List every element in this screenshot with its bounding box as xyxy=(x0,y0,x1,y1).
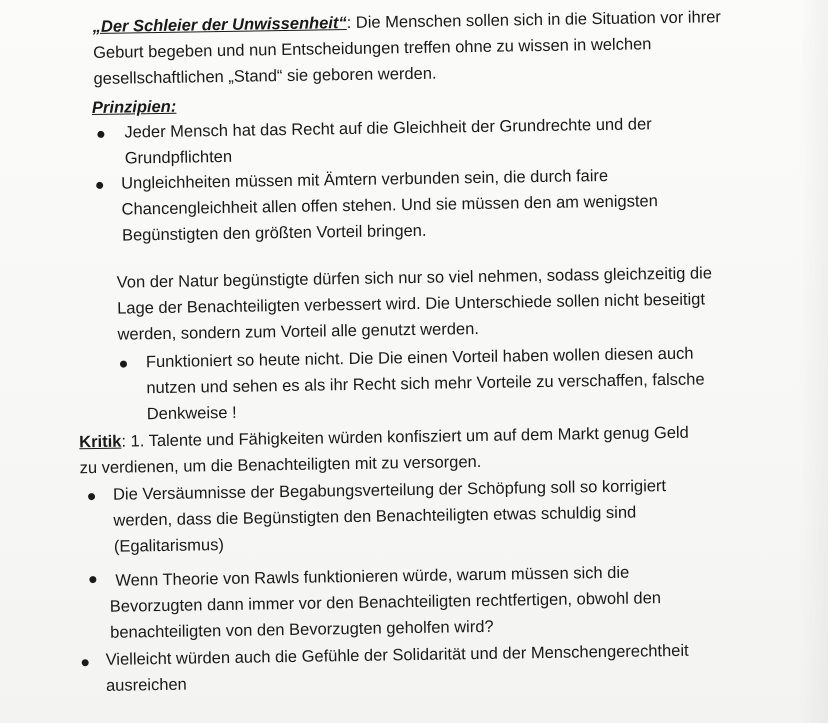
principle-item-2 xyxy=(121,163,658,249)
intro-line-3: gesellschaftlichen „Stand“ sie geboren werden. xyxy=(93,64,437,88)
nature-line-2: Lage der Benachteiligten verbessert wird. Die Unterschiede sollen nicht beseitigt xyxy=(116,290,706,318)
principle-1-line-1: Jeder Mensch hat das Recht auf die Gleichheit der Grundrechte und der xyxy=(124,115,652,142)
critique-item-2 xyxy=(109,560,661,647)
critique-1-line-1: Die Versäumnisse der Begabungsverteilung der Schöpfung soll so korrigiert xyxy=(112,477,667,504)
bullet-icon xyxy=(96,182,103,189)
bullet-icon xyxy=(89,576,96,583)
nature-bullet-item xyxy=(146,341,705,428)
critique-line-2: zu verdienen, um die Benachteiligten mit zu versorgen. xyxy=(79,452,482,478)
bullet-icon xyxy=(120,361,127,368)
principle-2-line-2: Chancengleichheit allen offen stehen. Und sie müssen den am wenigsten xyxy=(121,192,658,219)
critique-item-3 xyxy=(105,639,689,700)
critique-1-line-3: (Egalitarismus) xyxy=(113,536,225,556)
nature-line-1: Von der Natur begünstigte dürfen sich nur so viel nehmen, sodass gleichzeitig die xyxy=(116,264,713,292)
nature-bullet-line-3: Denkweise ! xyxy=(146,403,237,424)
intro-line-2: Geburt begeben und nun Entscheidungen treffen ohne zu wissen in welchen xyxy=(92,35,652,63)
critique-2-line-1: Wenn Theorie von Rawls funktionieren würde, warum müssen sich die xyxy=(115,563,630,590)
intro-text-1: : Die Menschen sollen sich in die Situation vor ihrer xyxy=(346,8,721,33)
critique-item-1 xyxy=(113,474,667,561)
principle-1-line-2: Grundpflichten xyxy=(124,147,233,168)
nature-line-3: werden, sondern zum Vorteil alle genutzt werden. xyxy=(117,319,480,344)
bullet-icon xyxy=(88,493,95,500)
critique-heading: Kritik xyxy=(79,432,122,452)
critique-1-line-2: werden, dass die Begünstigten den Benachteiligten etwas schuldig sind xyxy=(113,503,637,530)
bullet-icon xyxy=(82,659,89,666)
intro-paragraph xyxy=(93,5,722,93)
critique-section xyxy=(79,421,689,483)
intro-title: „Der Schleier der Unwissenheit“ xyxy=(92,14,347,37)
page-edge-shadow xyxy=(798,0,828,723)
critique-3-line-1: Vielleicht würden auch die Gefühle der Solidarität und der Menschengerechtheit xyxy=(105,641,689,669)
principle-2-line-3: Begünstigten den größten Vorteil bringen. xyxy=(121,221,427,245)
principles-heading: Prinzipien: xyxy=(91,97,177,118)
critique-2-line-3: benachteiligten von den Bevorzugten geholfen wird? xyxy=(110,617,494,642)
critique-text-1: : 1. Talente und Fähigkeiten würden konfisziert um auf dem Markt genug Geld xyxy=(121,423,689,451)
nature-paragraph xyxy=(117,261,713,348)
critique-2-line-2: Bevorzugten dann immer vor den Benachteiligten rechtfertigen, obwohl den xyxy=(109,589,662,616)
nature-bullet-line-1: Funktioniert so heute nicht. Die Die einen Vorteil haben wollen diesen auch xyxy=(145,344,694,372)
principle-2-line-1: Ungleichheiten müssen mit Ämtern verbunden sein, die durch faire xyxy=(121,166,609,193)
principles-section xyxy=(92,95,177,122)
bullet-icon xyxy=(97,131,104,138)
nature-bullet-line-2: nutzen und sehen es als ihr Recht sich mehr Vorteile zu verschaffen, falsche xyxy=(146,370,705,398)
critique-3-line-2: ausreichen xyxy=(105,675,187,695)
